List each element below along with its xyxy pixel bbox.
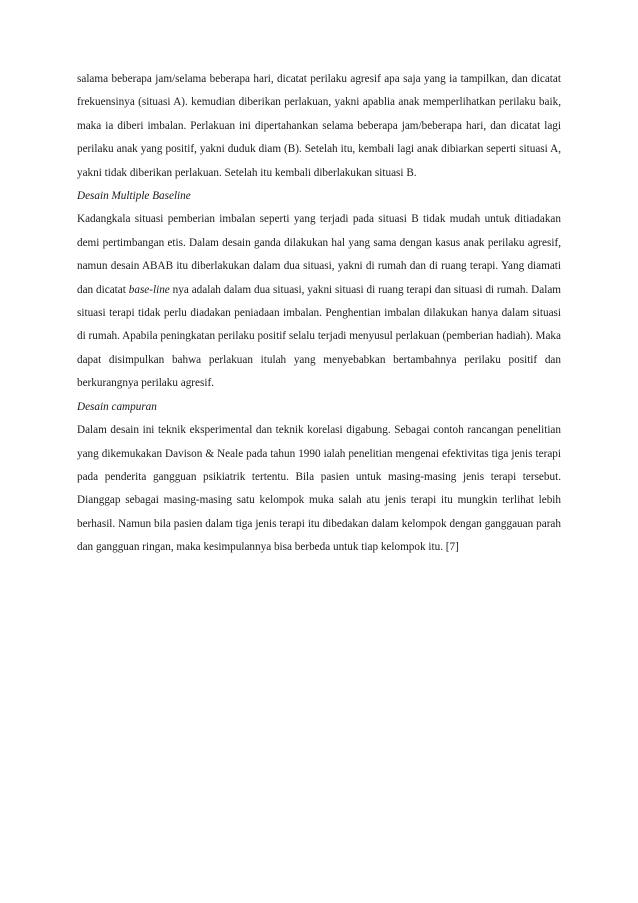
paragraph-desain-campuran: Dalam desain ini teknik eksperimental dan teknik korelasi digabung. Sebagai contoh rancangan penelitian yang dikemukakan Davison & Neale pada tahun 1990 ialah penelitian mengenai efektivitas tiga jenis terapi pada penderita gangguan psikiatrik tertentu. Bila pasien untuk masing-masing jenis terapi tersebut. Dianggap sebagai masing-masing satu kelompok muka salah atu jenis terapi itu mungkin terlihat lebih berhasil. Namun bila pasien dalam tiga jenis terapi itu dibedakan dalam kelompok dengan ganggauan parah dan gangguan ringan, maka kesimpulannya bisa berbeda untuk tiap kelompok itu. [7] [77,424,561,554]
paragraph-text-before: Kadangkala situasi pemberian imbalan seperti yang terjadi pada situasi B tidak mudah untuk ditiadakan demi pertimbangan etis. Dalam desain ganda dilakukan hal yang sama dengan kasus anak perilaku agresif, namun desain ABAB itu diberlakukan dalam dua situasi, yakni di rumah dan di ruang terapi. Yang diamati dan dicatat [77,213,561,296]
heading-desain-campuran: Desain campuran [77,400,157,413]
heading-desain-multiple-baseline: Desain Multiple Baseline [77,190,191,203]
paragraph-situasi-ab: salama beberapa jam/selama beberapa hari, dicatat perilaku agresif apa saja yang ia tampilkan, dan dicatat frekuensinya (situasi A). kemudian diberikan perlakuan, yakni apablia anak memperlihatkan perilaku baik, maka ia diberi imbalan. Perlakuan ini dipertahankan selama beberapa jam/beberapa hari, dan dicatat lagi perilaku anak yang positif, yakni duduk diam (B). Setelah itu, kembali lagi anak dibiarkan seperti situasi A, yakni tidak diberikan perlakuan. Setelah itu kembali diberlakukan situasi B. [77,73,561,179]
paragraph-text-after: nya adalah dalam dua situasi, yakni situasi di ruang terapi dan situasi di rumah. Dalam situasi terapi tidak perlu diadakan peniadaan imbalan. Penghentian imbalan dilakukan hanya dalam situasi di rumah. Apabila peningkatan perilaku positif selalu terjadi menyusul perlakuan (pemberian hadiah). Maka dapat disimpulkan bahwa perlakuan itulah yang menyebabkan bertambahnya perilaku positif dan berkurangnya perilaku agresif. [77,283,561,390]
paragraph-multiple-baseline [77,208,561,395]
document-page [77,68,561,560]
emphasis-base-line: base-line [128,283,170,296]
